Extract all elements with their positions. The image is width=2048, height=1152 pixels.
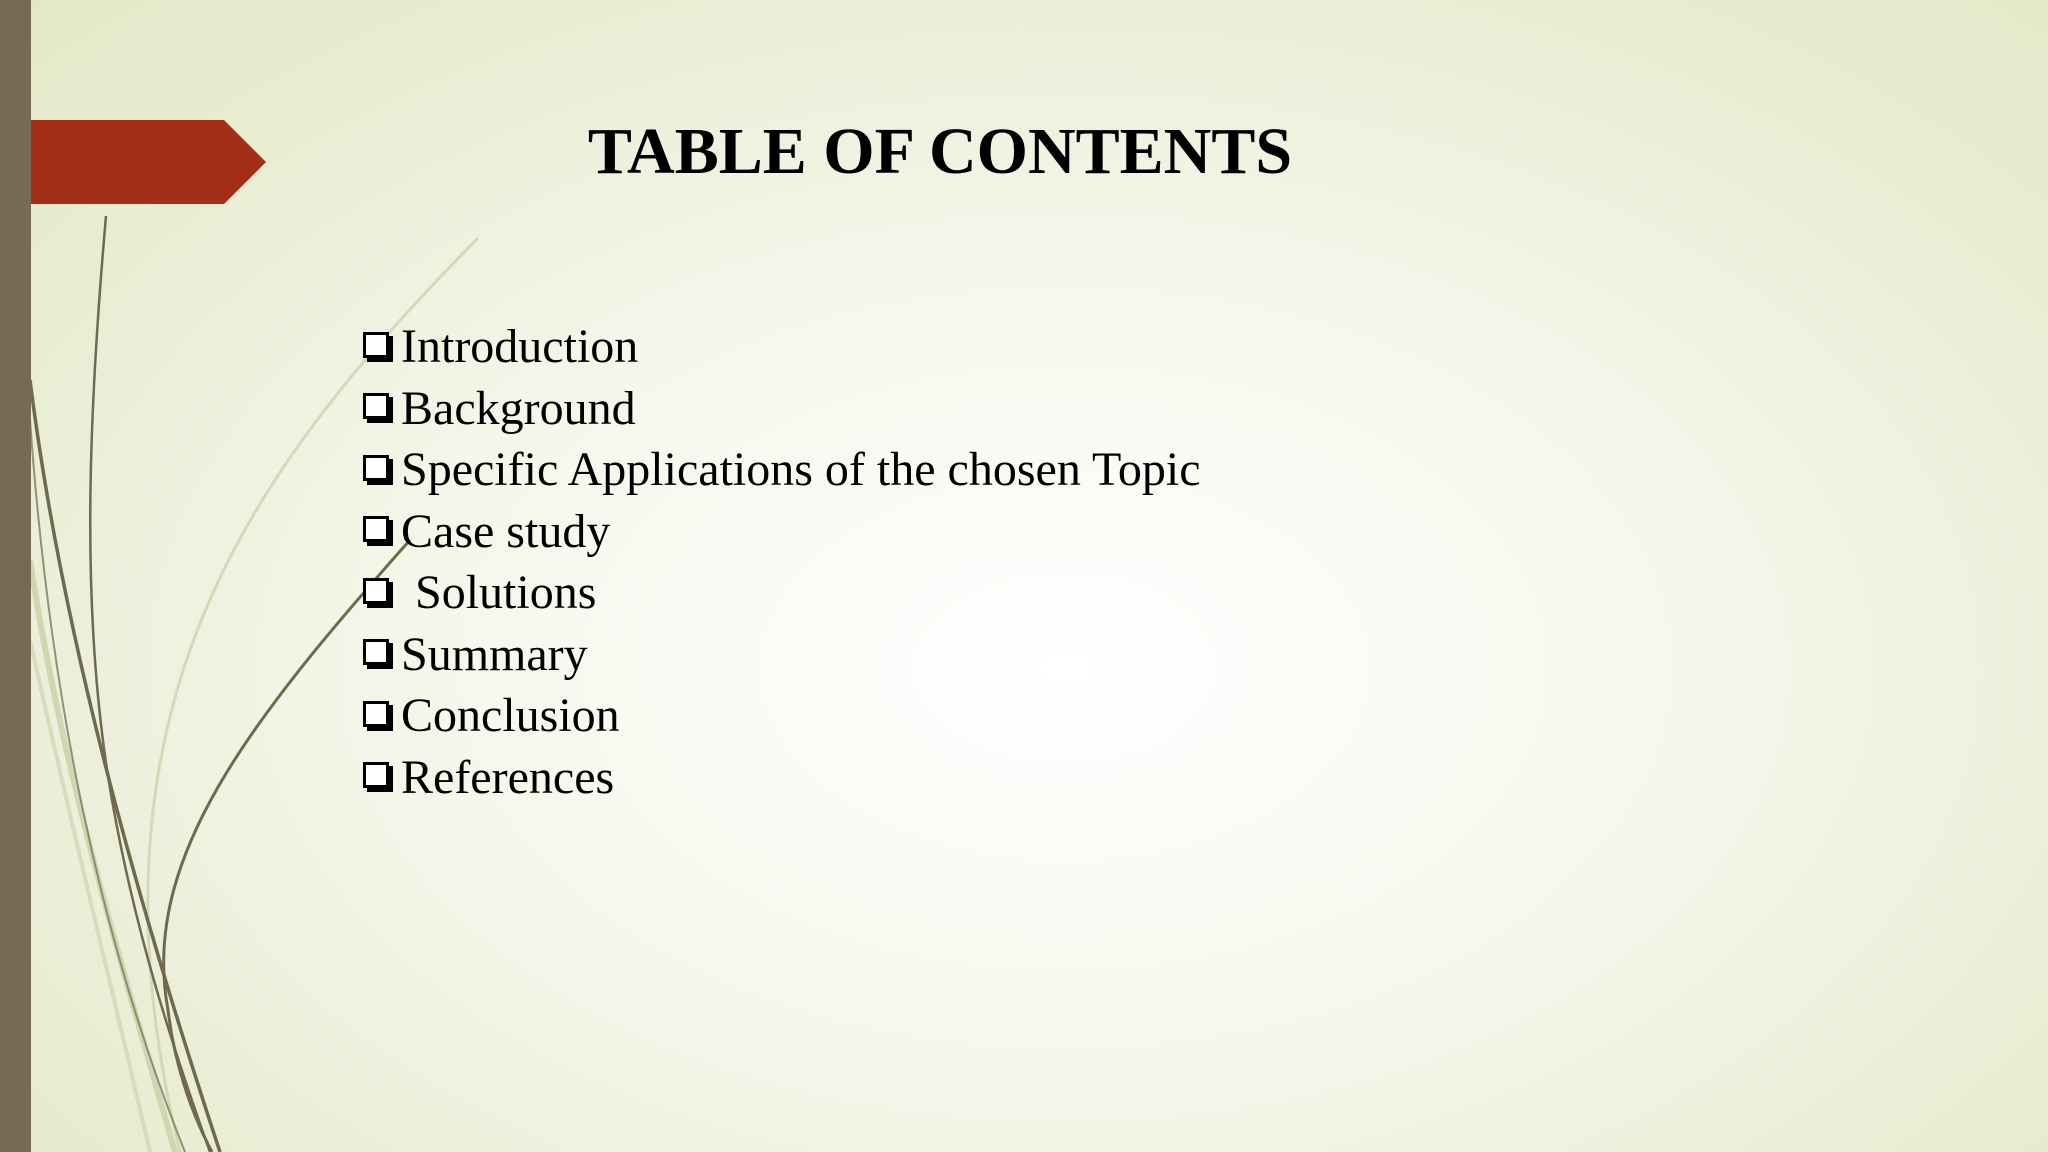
list-item bbox=[363, 378, 1201, 440]
checkbox-icon bbox=[363, 701, 393, 731]
checkbox-icon bbox=[363, 455, 393, 485]
list-item bbox=[363, 439, 1201, 501]
arrow-banner bbox=[0, 120, 266, 204]
checkbox-icon bbox=[363, 393, 393, 423]
list-item-label: Summary bbox=[401, 627, 588, 681]
list-item-label: Case study bbox=[401, 504, 611, 558]
checkbox-icon bbox=[363, 332, 393, 362]
left-accent-bar bbox=[0, 0, 31, 1152]
list-item-label: Introduction bbox=[401, 320, 639, 374]
checkbox-icon bbox=[363, 639, 393, 669]
list-item-label: Background bbox=[401, 381, 636, 435]
checkbox-icon bbox=[363, 578, 393, 608]
list-item bbox=[363, 316, 1201, 378]
list-item bbox=[363, 685, 1201, 747]
list-item bbox=[363, 747, 1201, 809]
list-item bbox=[363, 562, 1201, 624]
checkbox-icon bbox=[363, 762, 393, 792]
list-item-label: Conclusion bbox=[401, 689, 620, 743]
slide-title: TABLE OF CONTENTS bbox=[587, 115, 1293, 188]
list-item-label: Solutions bbox=[415, 566, 597, 620]
list-item bbox=[363, 501, 1201, 563]
checkbox-icon bbox=[363, 516, 393, 546]
table-of-contents-list bbox=[363, 316, 1201, 808]
list-item-label: References bbox=[401, 750, 615, 804]
list-item bbox=[363, 624, 1201, 686]
list-item-label: Specific Applications of the chosen Topic bbox=[401, 443, 1201, 497]
